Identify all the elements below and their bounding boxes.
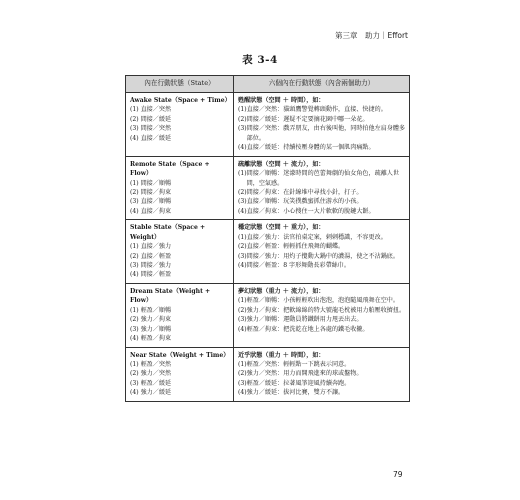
state-cell <box>126 283 234 347</box>
example-cell <box>234 156 410 220</box>
example-item <box>238 188 406 197</box>
state-combo: (1) 間接／順暢 <box>130 179 172 187</box>
item-text: 輕盈／拘束：把洗乾在地上各處的鐵毛收攏。 <box>246 325 369 333</box>
item-text: 直接／順暢：玩笑撲戲蜜抓住游水的小孩。 <box>246 198 363 206</box>
item-number: (4) <box>238 144 247 152</box>
example-title: 疏離狀態（空間 ＋ 流力），如： <box>238 160 325 168</box>
example-item <box>238 169 406 188</box>
table-header-row <box>126 76 410 93</box>
example-item <box>238 233 406 242</box>
example-item <box>238 207 406 216</box>
state-combo: (4) 輕盈／拘束 <box>130 335 172 343</box>
example-item <box>238 115 406 124</box>
example-title: 穩定狀態（空間 ＋ 重力），如： <box>238 224 325 232</box>
item-number: (3) <box>238 316 247 324</box>
state-combo: (2) 間接／緩延 <box>130 115 172 123</box>
example-item <box>238 306 406 315</box>
state-combo: (3) 直接／順暢 <box>130 198 172 206</box>
item-text: 輕盈／緩延：拉著風箏迎風持續奔跑。 <box>246 379 351 387</box>
example-item <box>238 242 406 251</box>
example-item <box>238 252 406 261</box>
state-name: Remote State（Space + Flow） <box>130 160 210 178</box>
item-text: 強力／緩延：拔河比賽，雙方不讓。 <box>246 389 345 397</box>
example-item <box>238 124 406 143</box>
state-combo: (3) 間接／突然 <box>130 125 172 133</box>
example-title: 夢幻狀態（重力 ＋ 流力），如： <box>238 287 325 295</box>
item-number: (1) <box>238 297 247 305</box>
state-combo: (4) 直接／拘束 <box>130 207 172 215</box>
item-text: 直接／輕盈：輕輕抓住飛舞的蝴蝶。 <box>246 243 345 251</box>
state-combo: (2) 強力／突然 <box>130 370 172 378</box>
state-combo: (1) 直接／突然 <box>130 106 172 114</box>
item-number: (4) <box>238 389 247 397</box>
item-number: (4) <box>238 262 247 269</box>
item-text: 間接／輕盈：8 字形舞動長彩帶絲巾。 <box>246 262 350 269</box>
state-name: Near State（Weight + Time） <box>130 351 230 359</box>
state-name: Dream State（Weight + Flow） <box>130 287 211 305</box>
item-text: 間接／緩延：遲疑不定要摘花園中哪一朵花。 <box>246 115 369 123</box>
state-name: Stable State（Space + Weight） <box>130 224 206 241</box>
table-row <box>126 283 410 347</box>
item-text: 直接／拘束：小心搜住一大片軟軟的脫鏈大餅。 <box>246 207 375 215</box>
item-text: 直接／突然：貓頭鷹警覺轉頭動作，直接、快捷的。 <box>246 106 387 114</box>
example-item <box>238 296 406 305</box>
item-text: 強力／突然：用力而開飛進來的球或盤物。 <box>246 370 363 378</box>
example-cell <box>234 347 410 401</box>
state-cell <box>126 156 234 220</box>
item-text: 間接／突然：戲弄朋友，由右後叫他，同時拍他左肩身體多部位。 <box>246 125 406 142</box>
item-number: (4) <box>238 207 247 215</box>
item-number: (3) <box>238 125 247 133</box>
table-title: 表 3-4 <box>242 54 278 66</box>
example-item <box>238 105 406 114</box>
item-text: 輕盈／突然：輕輕點一下跳表示同意。 <box>246 360 351 368</box>
state-combo: (1) 輕盈／順暢 <box>130 306 172 314</box>
state-combo: (2) 強力／拘束 <box>130 316 172 324</box>
state-cell <box>126 220 234 284</box>
state-name: Awake State（Space + Time） <box>130 97 231 104</box>
example-item <box>238 369 406 378</box>
example-item <box>238 325 406 334</box>
page-number: 79 <box>393 470 403 479</box>
example-title: 甦醒狀態（空間 ＋ 時間），如： <box>238 97 325 104</box>
column-header-state: 內在行動狀態（State） <box>126 76 234 93</box>
states-table <box>125 75 410 402</box>
table-row <box>126 156 410 220</box>
state-combo: (3) 間接／強力 <box>130 262 172 269</box>
state-combo: (2) 直接／輕盈 <box>130 252 172 260</box>
state-combo: (3) 輕盈／緩延 <box>130 379 172 387</box>
table-row <box>126 93 410 157</box>
item-number: (3) <box>238 379 247 387</box>
item-number: (3) <box>238 252 247 260</box>
column-header-six-states: 六個內在行動狀態（內含兩個助力） <box>234 76 410 93</box>
state-cell <box>126 347 234 401</box>
item-number: (1) <box>238 360 247 368</box>
item-text: 直接／緩延：持續按壓身體的某一個肌肉痛點。 <box>246 144 375 152</box>
state-combo: (4) 間接／輕盈 <box>130 271 172 279</box>
item-text: 間接／拘束：在針線堆中尋找小針，打子。 <box>246 188 363 196</box>
state-combo: (1) 輕盈／突然 <box>130 360 172 368</box>
example-item <box>238 197 406 206</box>
item-number: (3) <box>238 198 247 206</box>
item-number: (2) <box>238 115 247 123</box>
state-combo: (1) 直接／強力 <box>130 243 172 251</box>
table-body <box>126 93 410 402</box>
item-text: 間接／順暢：迷濛時間的芭蕾舞劇的仙女角色，疏離人世間，空氣感。 <box>246 170 399 187</box>
state-cell <box>126 93 234 157</box>
example-item <box>238 379 406 388</box>
item-number: (2) <box>238 188 247 196</box>
example-item <box>238 360 406 369</box>
example-title: 近乎狀態（重力 ＋ 時間），如： <box>238 351 325 359</box>
item-number: (2) <box>238 370 247 378</box>
example-item <box>238 261 406 270</box>
item-number: (1) <box>238 233 247 241</box>
item-number: (4) <box>238 325 247 333</box>
example-item <box>238 143 406 152</box>
item-text: 強力／順暢：運動員將鐵餅用力甩丟出去。 <box>246 316 363 324</box>
item-number: (2) <box>238 243 247 251</box>
item-text: 直接／強力：法官拍桌定案，刺刺穩識，不容更改。 <box>246 233 387 241</box>
item-text: 強力／拘束：把軟綿綿的特大號龍毛枕被用力舶壓收擠扭。 <box>246 306 406 314</box>
running-header: 第三章 助力｜Effort <box>334 31 408 40</box>
example-cell <box>234 93 410 157</box>
item-number: (2) <box>238 306 247 314</box>
item-number: (1) <box>238 170 247 178</box>
table-row <box>126 220 410 284</box>
example-cell <box>234 283 410 347</box>
example-cell <box>234 220 410 284</box>
item-text: 輕盈／順暢：小孩輕輕吹出泡泡，泡泡隨風飛舞在空中。 <box>246 297 399 305</box>
table-row <box>126 347 410 401</box>
example-item <box>238 388 406 397</box>
state-combo: (4) 強力／緩延 <box>130 389 172 397</box>
state-combo: (2) 間接／拘束 <box>130 188 172 196</box>
item-text: 間接／強力：用灼子攪動大鍋中的濃湯，使之不沾鍋底。 <box>246 252 399 260</box>
item-number: (1) <box>238 106 247 114</box>
example-item <box>238 315 406 324</box>
state-combo: (3) 強力／順暢 <box>130 325 172 333</box>
state-combo: (4) 直接／緩延 <box>130 134 172 142</box>
